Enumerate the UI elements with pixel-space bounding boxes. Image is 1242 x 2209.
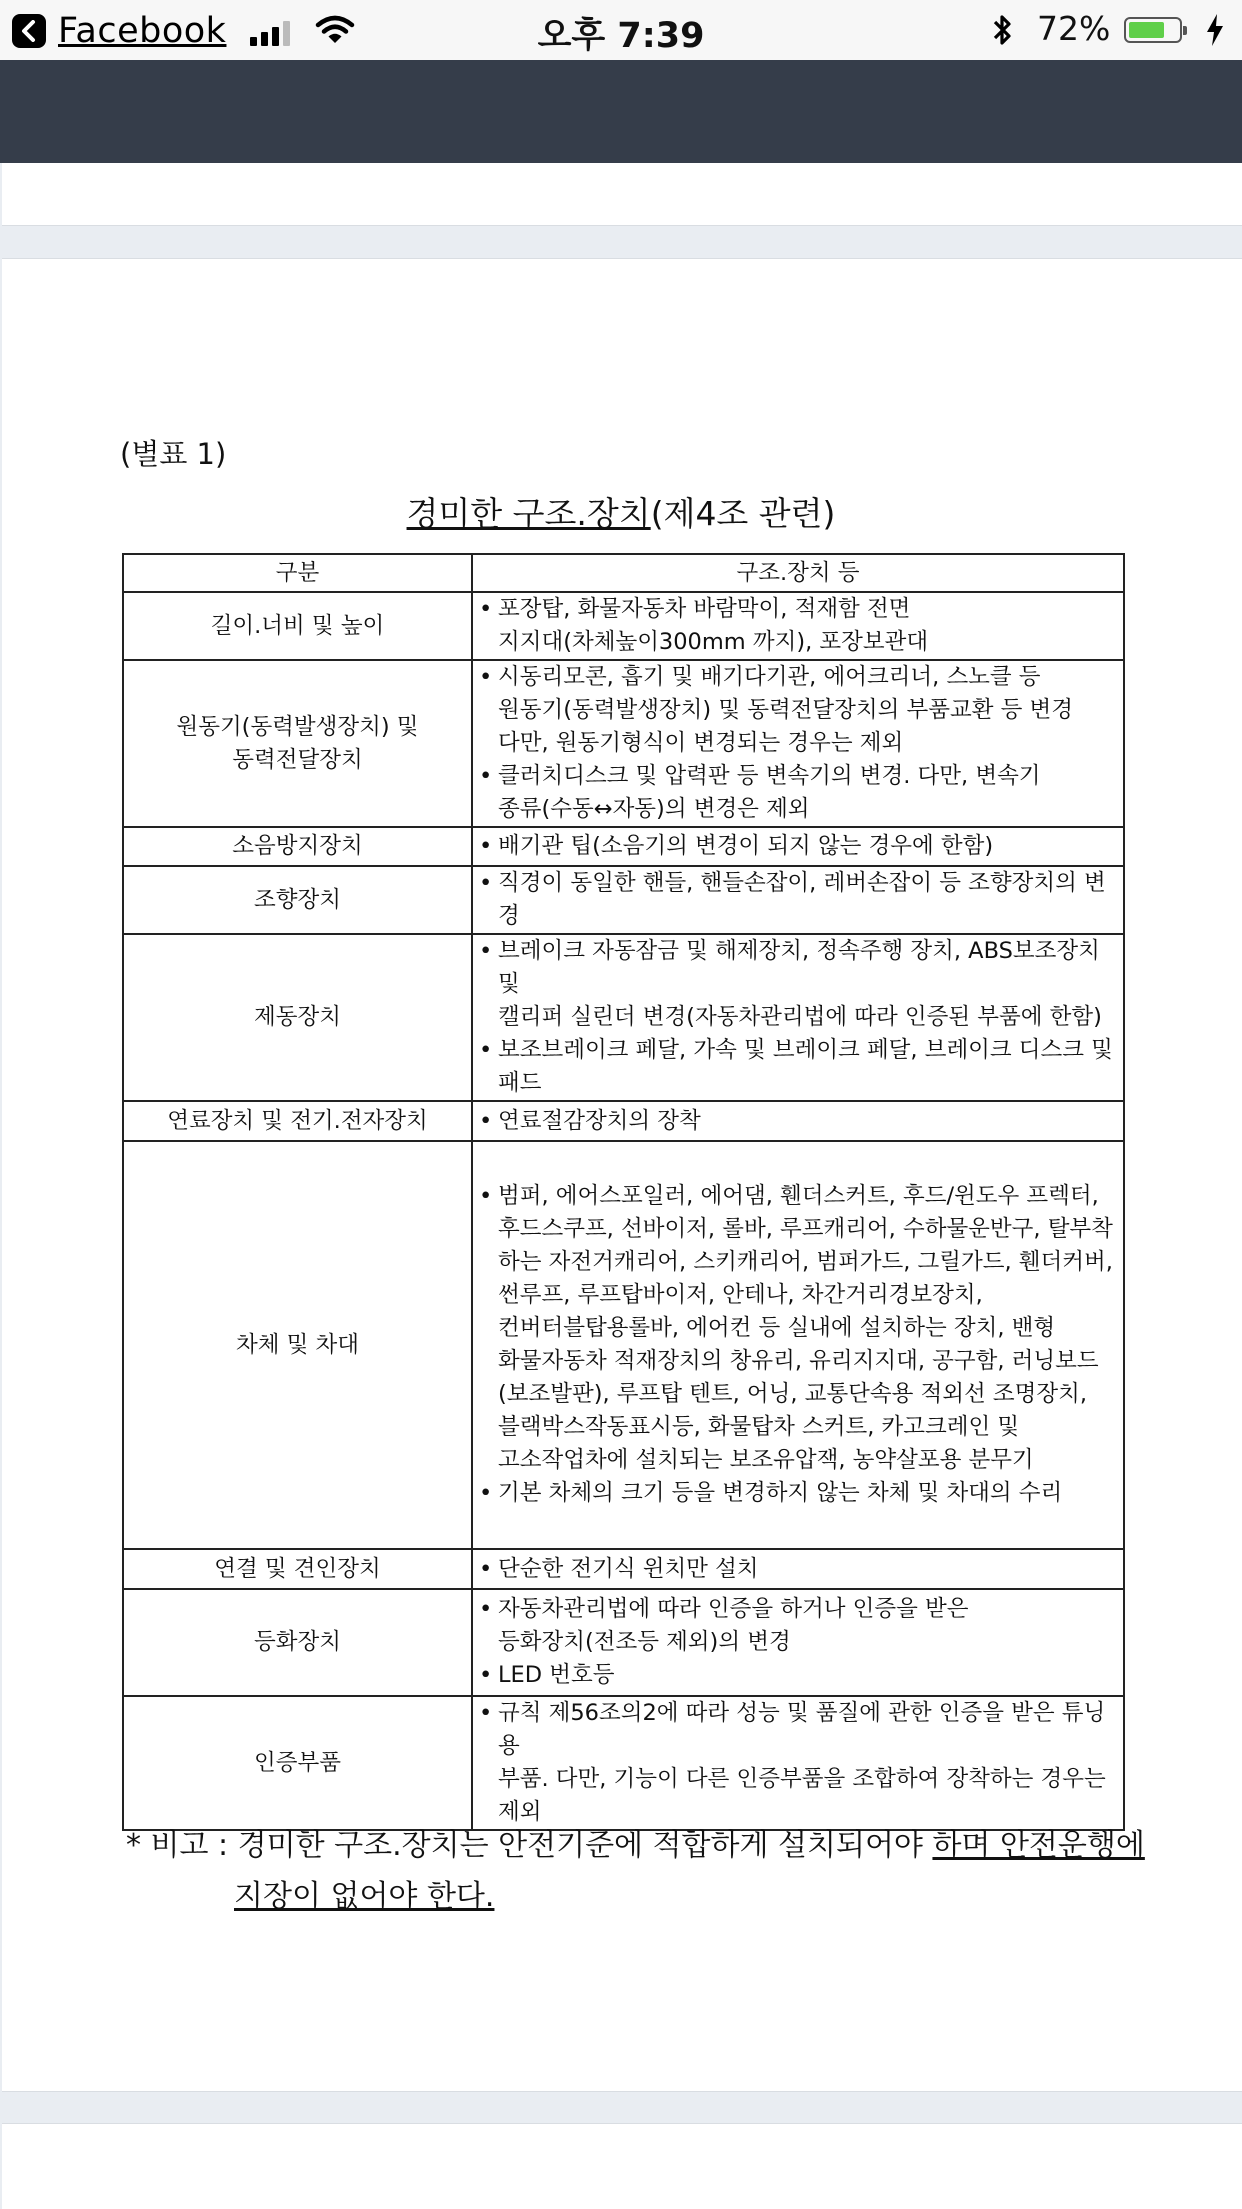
items-cell xyxy=(472,1141,1124,1549)
bullet-text: 단순한 전기식 윈치만 설치 xyxy=(498,1555,759,1582)
items-cell xyxy=(472,1696,1124,1830)
bullet-dot: • xyxy=(479,1555,493,1582)
bullet-item xyxy=(479,1034,1117,1100)
document-title xyxy=(0,488,1242,535)
bullet-text: 규칙 제56조의2에 따라 성능 및 품질에 관한 인증을 받은 튜닝용 부품. 다만, 기능이 다른 인증부품을 조합하여 장착하는 경우는 제외 xyxy=(498,1700,1106,1825)
bluetooth-icon xyxy=(990,12,1016,52)
charging-bolt-icon xyxy=(1204,12,1226,52)
table-row xyxy=(123,1589,1124,1696)
category-cell: 제동장치 xyxy=(123,934,472,1101)
bullet-text: 클러치디스크 및 압력판 등 변속기의 변경. 다만, 변속기 종류(수동↔자동)의 변경은 제외 xyxy=(498,763,1041,822)
category-cell: 등화장치 xyxy=(123,1589,472,1696)
bullet-item xyxy=(479,1697,1117,1829)
category-cell: 조향장치 xyxy=(123,866,472,934)
table-row xyxy=(123,592,1124,660)
bullet-text: 배기관 팁(소음기의 변경이 되지 않는 경우에 한함) xyxy=(498,833,994,859)
items-cell xyxy=(472,934,1124,1101)
bullet-dot: • xyxy=(479,1107,493,1134)
status-bar xyxy=(0,0,1242,60)
category-cell: 연료장치 및 전기.전자장치 xyxy=(123,1101,472,1141)
annex-label: (별표 1) xyxy=(120,437,227,471)
items-cell xyxy=(472,866,1124,934)
bullet-text: 자동차관리법에 따라 인증을 하거나 인증을 받은 등화장치(전조등 제외)의 변경 xyxy=(498,1596,969,1655)
category-cell: 길이.너비 및 높이 xyxy=(123,592,472,660)
category-cell: 차체 및 차대 xyxy=(123,1141,472,1549)
bullet-text: 브레이크 자동잠금 및 해제장치, 정속주행 장치, ABS보조장치 및 캘리퍼 실린더 변경(자동차관리법에 따라 인증된 부품에 한함) xyxy=(498,938,1102,1030)
table-row xyxy=(123,1549,1124,1589)
bullet-item xyxy=(479,1180,1117,1477)
bullet-dot: • xyxy=(479,1596,493,1622)
category-cell: 연결 및 견인장치 xyxy=(123,1549,472,1589)
bullet-item xyxy=(479,867,1117,933)
category-cell: 인증부품 xyxy=(123,1696,472,1830)
bullet-item xyxy=(479,593,1117,659)
bullet-item xyxy=(479,830,1117,863)
battery-percent: 72% xyxy=(1037,9,1111,48)
column-header: 구분 xyxy=(123,554,472,592)
bullet-text: 포장탑, 화물자동차 바람막이, 적재함 전면 지지대(차체높이300mm 까지), 포장보관대 xyxy=(498,596,929,655)
items-cell xyxy=(472,660,1124,827)
bullet-dot: • xyxy=(479,763,493,789)
bullet-text: 직경이 동일한 핸들, 핸들손잡이, 레버손잡이 등 조향장치의 변경 xyxy=(498,870,1106,929)
status-time: 오후 7:39 xyxy=(537,16,705,56)
battery-fill xyxy=(1129,22,1164,38)
bullet-item xyxy=(479,1553,1117,1586)
bullet-item xyxy=(479,1659,1117,1692)
back-app-label[interactable]: Facebook xyxy=(58,11,227,51)
bullet-dot: • xyxy=(479,833,493,859)
bullet-dot: • xyxy=(479,1700,493,1726)
table-row xyxy=(123,934,1124,1101)
items-cell xyxy=(472,592,1124,660)
bullet-dot: • xyxy=(479,938,493,964)
battery-icon xyxy=(1124,17,1182,43)
items-cell xyxy=(472,827,1124,866)
bullet-dot: • xyxy=(479,1480,493,1506)
table-row xyxy=(123,866,1124,934)
remark-note xyxy=(126,1820,1145,1922)
regulation-table xyxy=(122,553,1125,1831)
bullet-item xyxy=(479,1105,1117,1138)
items-cell xyxy=(472,1549,1124,1589)
table-row xyxy=(123,1141,1124,1549)
items-cell xyxy=(472,1589,1124,1696)
bullet-text: 시동리모콘, 흡기 및 배기다기관, 에어크리너, 스노클 등 원동기(동력발생장치) 및 동력전달장치의 부품교환 등 변경 다만, 원동기형식이 변경되는 경우는 제외 xyxy=(498,664,1073,756)
app-header-bar xyxy=(0,60,1242,163)
document-title-main: 경미한 구조.장치 xyxy=(406,494,651,533)
bullet-item xyxy=(479,1477,1117,1510)
bullet-dot: • xyxy=(479,1183,493,1209)
document-title-suffix: (제4조 관련) xyxy=(650,494,836,533)
bullet-text: 범퍼, 에어스포일러, 에어댐, 휀더스커트, 후드/윈도우 프렉터, 후드스쿠프, 선바이저, 롤바, 루프캐리어, 수하물운반구, 탈부착 하는 자전거캐리어, 스키캐리어, 범퍼가드, 그릴가드, 휀더커버, 썬루프, 루프탑바이저, 안테나, 차간거리경보장치, 컨버터블탑용롤바, 에어컨 등 실내에 설치하는 장치, 밴형 화물자동차 적재장치의 창유리, 유리지지대, 공구함, 러닝보드 (보조발판), 루프탑 텐트, 어닝, 교통단속용 적외선 조명장치, 블랙박스작동표시등, 화물탑차 스커트, 카고크레인 및 고소작업차에 설치되는 보조유압잭, 농약살포용 분무기 xyxy=(498,1183,1113,1473)
category-cell: 원동기(동력발생장치) 및 동력전달장치 xyxy=(123,660,472,827)
column-header: 구조.장치 등 xyxy=(472,554,1124,592)
items-cell xyxy=(472,1101,1124,1141)
bullet-dot: • xyxy=(479,596,493,622)
table-row xyxy=(123,660,1124,827)
bullet-dot: • xyxy=(479,1037,493,1063)
remark-underlined-2: 지장이 없어야 한다. xyxy=(234,1879,495,1914)
bullet-text: LED 번호등 xyxy=(498,1662,615,1688)
table-row xyxy=(123,1101,1124,1141)
previous-post-card xyxy=(2,163,1242,226)
bullet-dot: • xyxy=(479,1662,493,1688)
table-row xyxy=(123,827,1124,866)
bullet-dot: • xyxy=(479,870,493,896)
next-post-card xyxy=(2,2123,1242,2209)
remark-prefix: * 비고 : 경미한 구조.장치는 안전기준에 적합하게 설치되어야 xyxy=(126,1828,933,1863)
bullet-text: 기본 차체의 크기 등을 변경하지 않는 차체 및 차대의 수리 xyxy=(498,1480,1063,1506)
bullet-text: 연료절감장치의 장착 xyxy=(498,1107,701,1134)
remark-underlined-1: 하며 안전운행에 xyxy=(932,1828,1145,1863)
bullet-item xyxy=(479,661,1117,760)
bullet-item xyxy=(479,935,1117,1034)
category-cell: 소음방지장치 xyxy=(123,827,472,866)
table-header-row xyxy=(123,554,1124,592)
bullet-item xyxy=(479,760,1117,826)
table-row xyxy=(123,1696,1124,1830)
bullet-item xyxy=(479,1593,1117,1659)
bullet-text: 보조브레이크 페달, 가속 및 브레이크 페달, 브레이크 디스크 및 패드 xyxy=(498,1037,1113,1096)
bullet-dot: • xyxy=(479,664,493,690)
